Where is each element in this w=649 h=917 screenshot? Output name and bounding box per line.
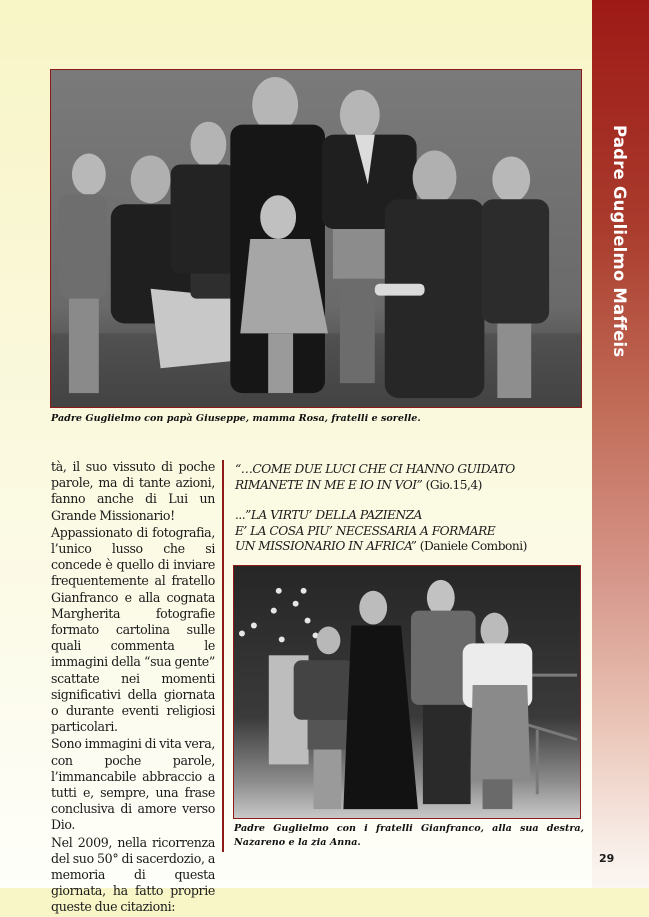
outdoor-group-image bbox=[234, 566, 580, 818]
page-number: 29 bbox=[599, 852, 615, 865]
quotes-block bbox=[235, 462, 595, 555]
column-divider bbox=[222, 460, 224, 852]
quote-line: “…COME DUE LUCI CHE CI HANNO GUIDATO bbox=[235, 462, 515, 476]
body-text-column bbox=[51, 459, 215, 917]
quote-gospel bbox=[235, 462, 595, 493]
outdoor-photo-caption: Padre Guglielmo con i fratelli Gianfranco, alla sua destra, Nazareno e la zia Anna. bbox=[234, 823, 584, 848]
body-paragraph: tà, il suo vissuto di poche parole, ma di tante azioni, fanno anche di Lui un Grande Missionario! bbox=[51, 459, 215, 523]
outdoor-group-photo bbox=[233, 565, 581, 819]
quote-source: (Daniele Comboni) bbox=[419, 539, 527, 554]
sidebar-title: Padre Guglielmo Maffeis bbox=[610, 125, 629, 358]
quote-line: RIMANETE IN ME E IO IN VOI” bbox=[235, 477, 423, 492]
body-paragraph: Appassionato di fotografia, l’unico lusso che si concede è quello di inviare frequentemente al fratello Gianfranco e alla cognata Margherita fotografie formato cartolina sulle quali commenta le immagini della “sua gente” scattate nei momenti significativi della giornata o durante eventi religiosi particolari. bbox=[51, 524, 215, 735]
quote-line: E’ LA COSA PIU’ NECESSARIA A FORMARE bbox=[235, 523, 496, 538]
quote-source: (Gio.15,4) bbox=[425, 477, 482, 492]
body-paragraph: Sono immagini di vita vera, con poche parole, l’immancabile abbraccio a tutti e, sempre, una frase conclusiva di amore verso Dio. bbox=[51, 736, 216, 833]
family-portrait-caption: Padre Guglielmo con papà Giuseppe, mamma Rosa, fratelli e sorelle. bbox=[51, 413, 421, 424]
quote-comboni bbox=[235, 508, 595, 555]
body-paragraph: Nel 2009, nella ricorrenza del suo 50° di sacerdozio, a memoria di questa giornata, ha fatto proprie queste due citazioni: bbox=[51, 834, 215, 915]
quote-line: ...”LA VIRTU’ DELLA PAZIENZA bbox=[235, 508, 422, 523]
sidebar-band bbox=[592, 0, 649, 888]
quote-line: UN MISSIONARIO IN AFRICA” bbox=[235, 539, 417, 554]
family-portrait-photo bbox=[50, 69, 582, 408]
family-portrait-image bbox=[51, 70, 581, 407]
